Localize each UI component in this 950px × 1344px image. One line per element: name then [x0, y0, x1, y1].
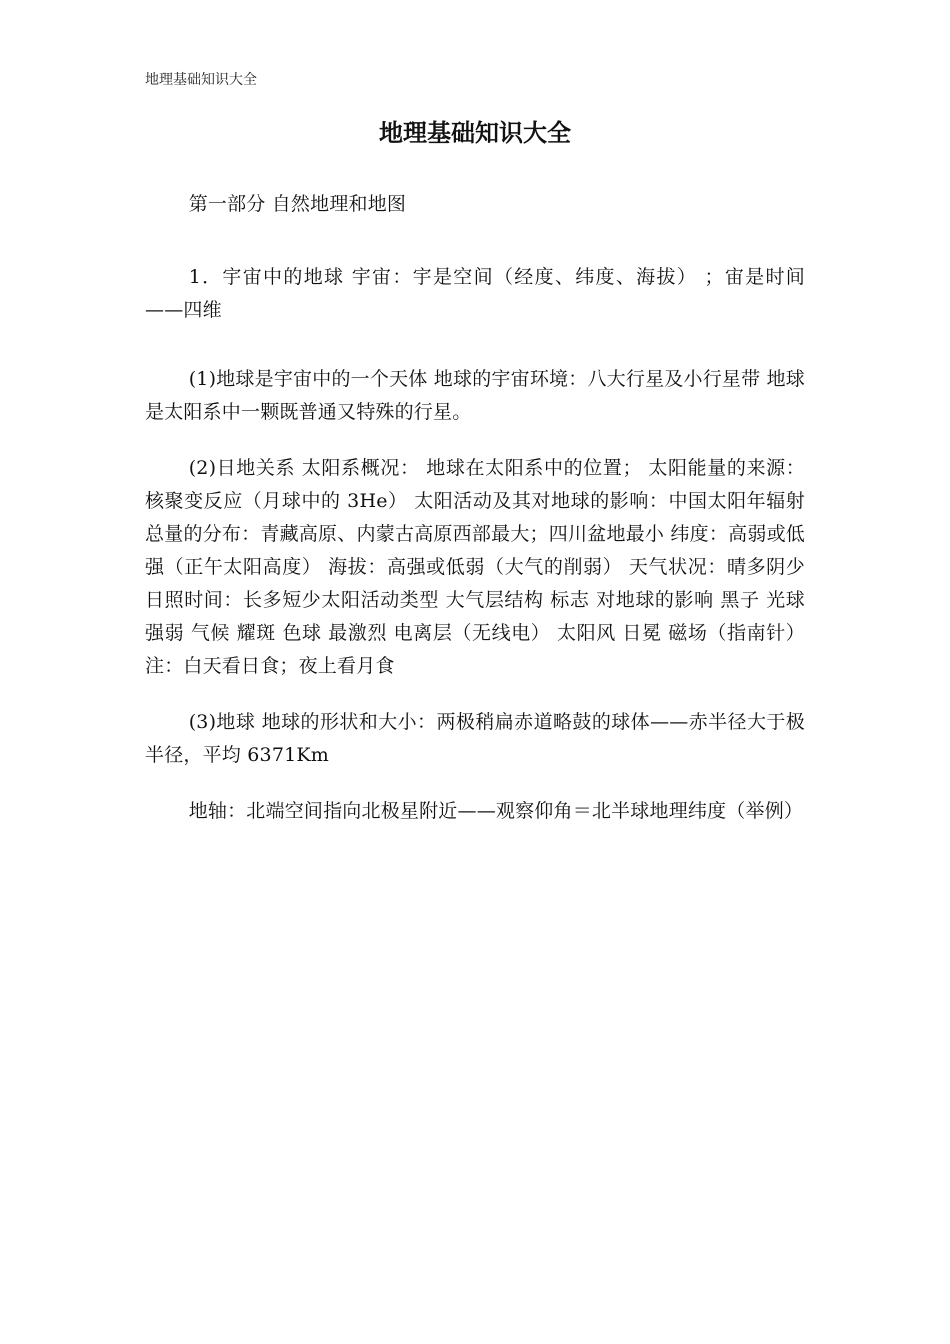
document-title: 地理基础知识大全 — [379, 118, 571, 147]
paragraph-universe: 1．宇宙中的地球 宇宙：宇是空间（经度、纬度、海拔） ；宙是时间——四维 — [145, 266, 805, 321]
paragraph-earth-celestial-body: (1)地球是宇宙中的一个天体 地球的宇宙环境：八大行星及小行星带 地球是太阳系中一颗既普通又特殊的行星。 — [145, 368, 805, 423]
running-header: 地理基础知识大全 — [145, 72, 257, 88]
section-heading: 第一部分 自然地理和地图 — [188, 193, 407, 215]
paragraph-earth-shape: (3)地球 地球的形状和大小：两极稍扁赤道略鼓的球体——赤半径大于极半径，平均 6371Km — [145, 711, 805, 766]
paragraph-earth-axis: 地轴：北端空间指向北极星附近——观察仰角＝北半球地理纬度（举例） — [188, 800, 804, 822]
document-body — [145, 188, 805, 851]
paragraph-sun-earth-relation: (2)日地关系 太阳系概况： 地球在太阳系中的位置； 太阳能量的来源：核聚变反应（月球中的 3He） 太阳活动及其对地球的影响：中国太阳年辐射总量的分布：青藏高原、内蒙古高原西部最大；四川盆地最小 纬度：高弱或低强（正午太阳高度） 海拔：高强或低弱（大气的削弱） 天气状况：晴多阴少 日照时间：长多短少太阳活动类型 大气层结构 标志 对地球的影响 黑子 光球 强弱 气候 耀斑 色球 最激烈 电离层（无线电） 太阳风 日冕 磁场（指南针） 注：白天看日食；夜上看月食 — [145, 457, 805, 677]
